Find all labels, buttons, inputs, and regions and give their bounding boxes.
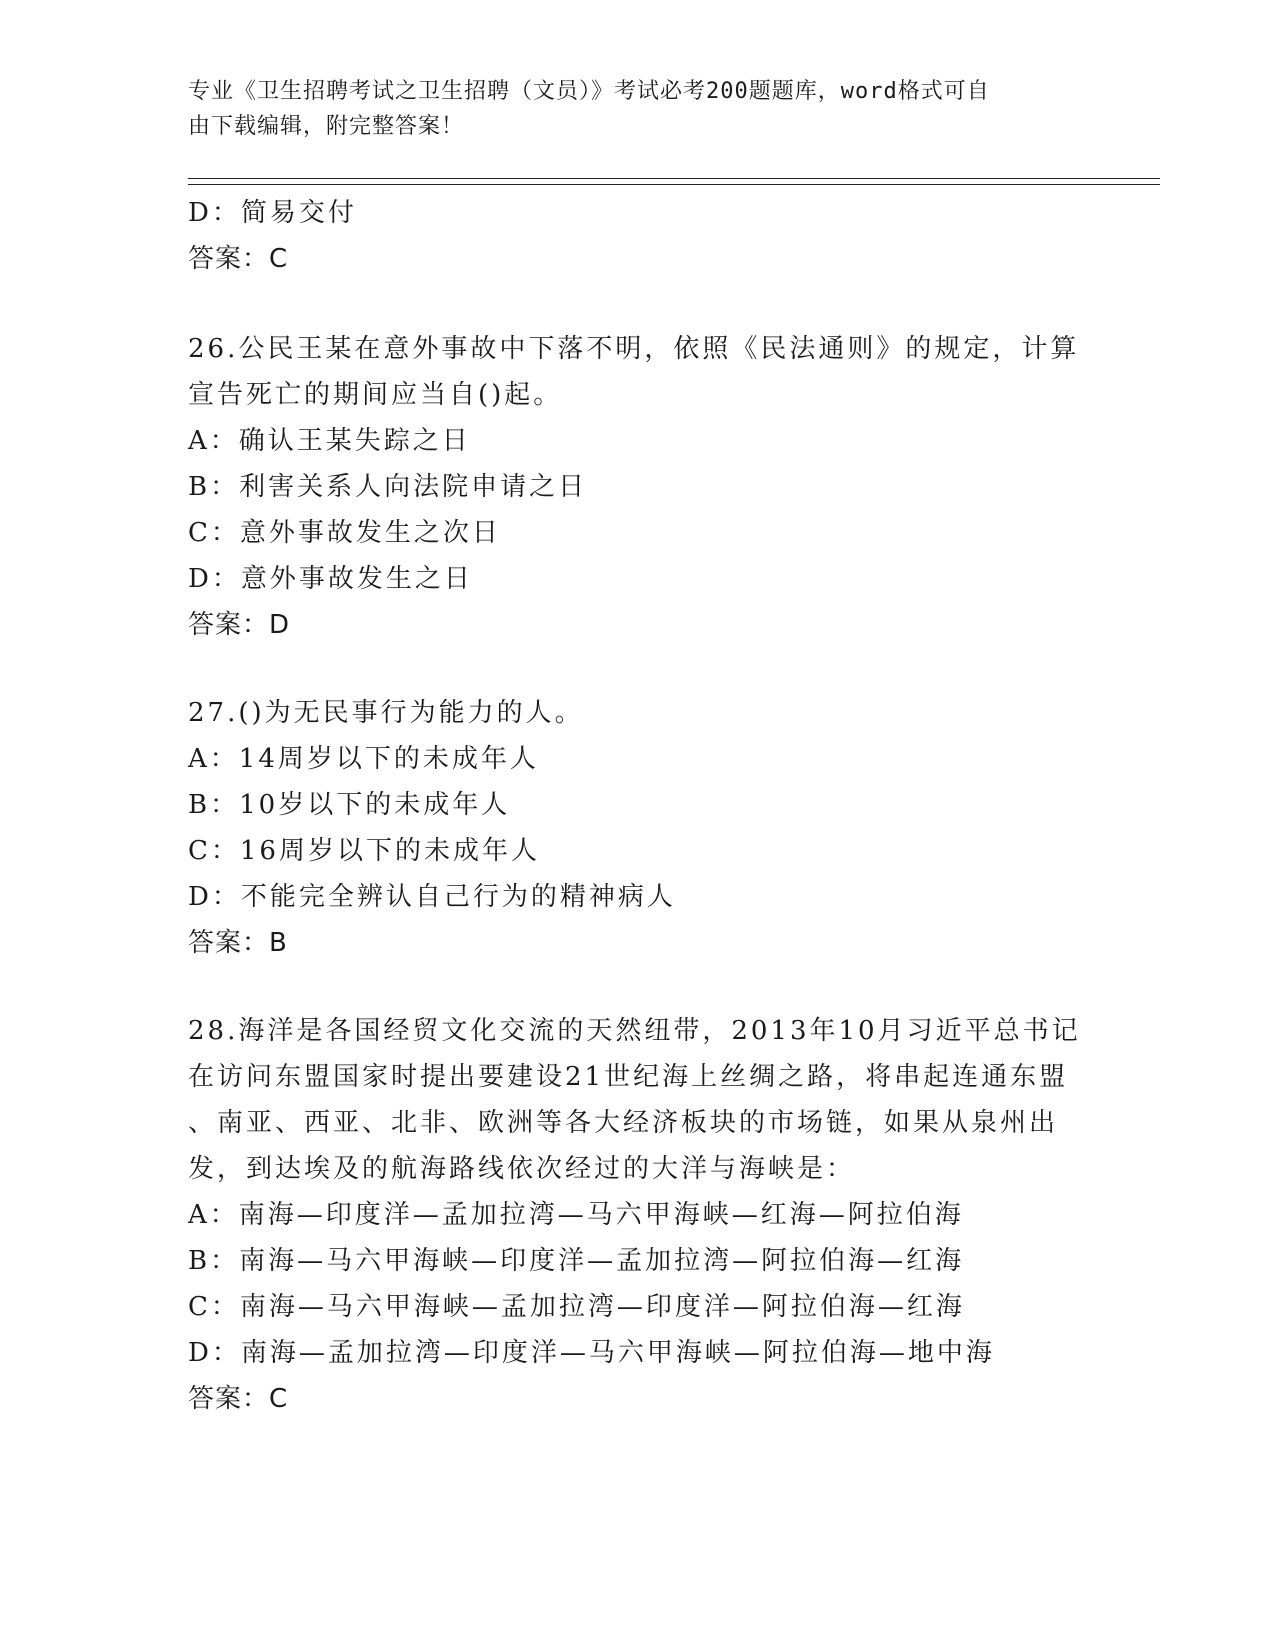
spacer: [188, 648, 1088, 690]
question-stem-line: 28.海洋是各国经贸文化交流的天然纽带，2013年10月习近平总书记: [188, 1016, 1081, 1046]
answer-line: 答案：C: [188, 244, 289, 274]
document-header: [188, 74, 1068, 144]
header-line-2: 由下载编辑，附完整答案！: [188, 114, 465, 139]
option-d: D：南海—孟加拉湾—印度洋—马六甲海峡—阿拉伯海—地中海: [188, 1338, 995, 1368]
option-c: C：南海—马六甲海峡—孟加拉湾—印度洋—阿拉伯海—红海: [188, 1292, 965, 1322]
question-stem-line: 宣告死亡的期间应当自()起。: [188, 380, 563, 410]
option-c: C：意外事故发生之次日: [188, 518, 501, 548]
document-body: [188, 190, 1088, 1422]
header-divider-bottom: [188, 184, 1160, 185]
question-28: [188, 1008, 1088, 1422]
option-b: B：10岁以下的未成年人: [188, 790, 511, 820]
spacer: [188, 966, 1088, 1008]
option-b: B：南海—马六甲海峡—印度洋—孟加拉湾—阿拉伯海—红海: [188, 1246, 965, 1276]
question-26: [188, 326, 1088, 648]
question-stem-line: 26.公民王某在意外事故中下落不明，依照《民法通则》的规定，计算: [188, 334, 1080, 364]
answer-line: 答案：C: [188, 1384, 289, 1414]
spacer: [188, 282, 1088, 326]
answer-line: 答案：B: [188, 928, 288, 958]
question-stem-line: 27.()为无民事行为能力的人。: [188, 698, 584, 728]
question-25-tail: [188, 190, 1088, 282]
header-line-1: 专业《卫生招聘考试之卫生招聘（文员）》考试必考200题题库，word格式可自: [188, 79, 990, 104]
option-a: A：南海—印度洋—孟加拉湾—马六甲海峡—红海—阿拉伯海: [188, 1200, 964, 1230]
answer-line: 答案：D: [188, 610, 291, 640]
option-b: B：利害关系人向法院申请之日: [188, 472, 588, 502]
option-a: A：14周岁以下的未成年人: [188, 744, 539, 774]
option-a: A：确认王某失踪之日: [188, 426, 471, 456]
question-27: [188, 690, 1088, 966]
option-c: C：16周岁以下的未成年人: [188, 836, 540, 866]
option-d: D：意外事故发生之日: [188, 564, 473, 594]
header-divider-top: [188, 178, 1160, 179]
question-stem-line: 发，到达埃及的航海路线依次经过的大洋与海峡是：: [188, 1154, 856, 1184]
question-stem-line: 、南亚、西亚、北非、欧洲等各大经济板块的市场链，如果从泉州出: [188, 1108, 1059, 1138]
option-d: D：简易交付: [188, 198, 357, 228]
option-d: D：不能完全辨认自己行为的精神病人: [188, 882, 676, 912]
question-stem-line: 在访问东盟国家时提出要建设21世纪海上丝绸之路，将串起连通东盟: [188, 1062, 1069, 1092]
